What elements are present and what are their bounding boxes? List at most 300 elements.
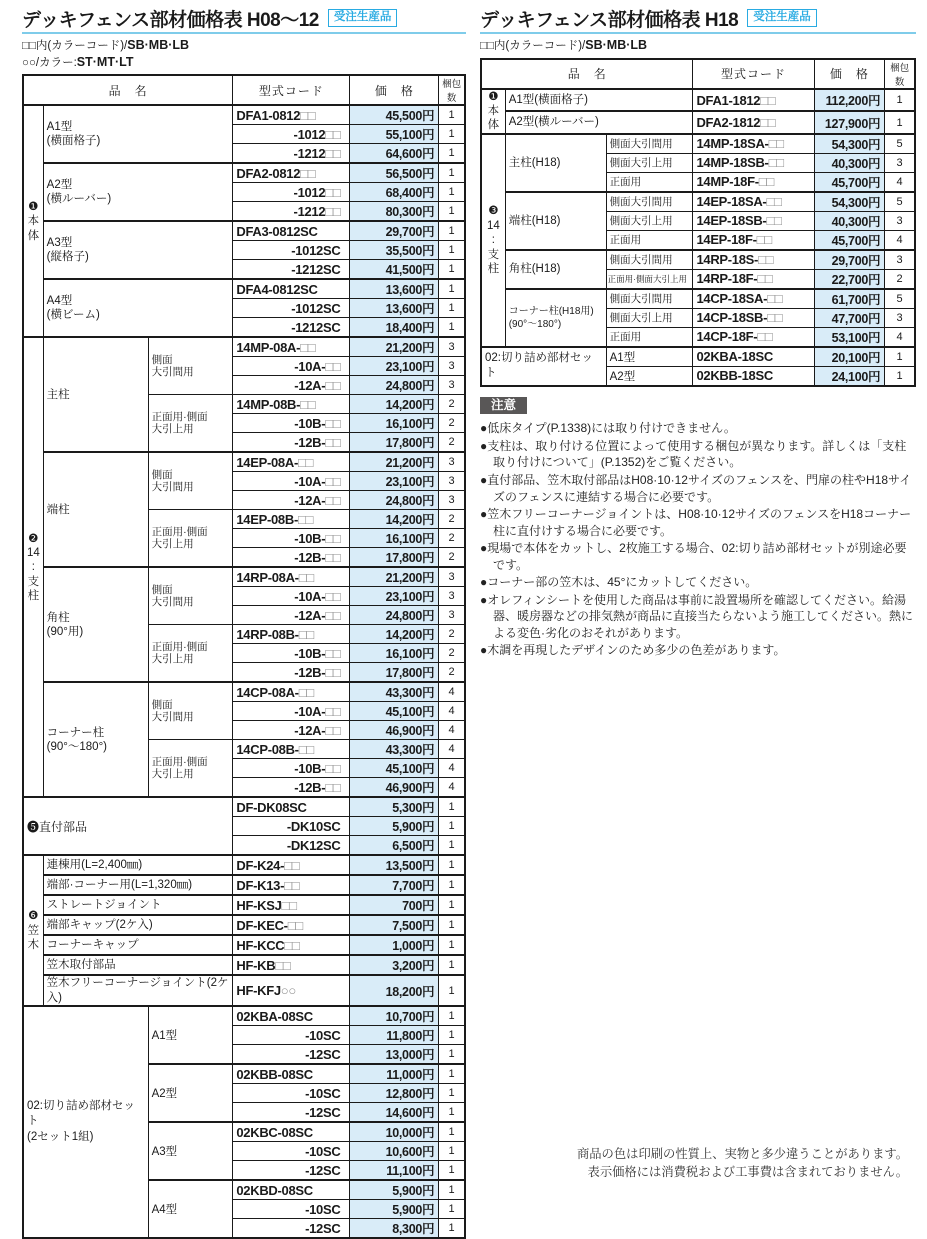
item-name: 端部キャップ(2ケ入) — [43, 915, 233, 935]
package-count: 5 — [885, 134, 915, 154]
model-code: -12A-□□ — [233, 721, 350, 740]
item-name: A1型(横面格子) — [505, 89, 693, 112]
table-row — [23, 682, 465, 702]
model-code: -12A-□□ — [233, 376, 350, 395]
set-label: 02:切り詰め部材セット — [481, 347, 606, 386]
price-value: 22,700円 — [814, 269, 885, 289]
usage-label: 側面 大引間用 — [148, 452, 233, 510]
package-count: 4 — [885, 327, 915, 347]
model-code: -1212□□ — [233, 144, 350, 164]
table-row — [481, 250, 915, 270]
price-value: 23,100円 — [350, 587, 439, 606]
price-value: 23,100円 — [350, 472, 439, 491]
usage-label: 正面用·側面 大引上用 — [148, 740, 233, 798]
model-code: 14CP-18SA-□□ — [693, 289, 814, 309]
model-code: 14EP-18F-□□ — [693, 230, 814, 250]
price-value: 24,100円 — [814, 366, 885, 386]
table-row — [23, 935, 465, 955]
price-value: 16,100円 — [350, 414, 439, 433]
table-row — [23, 567, 465, 587]
model-code: -1212SC — [233, 318, 350, 338]
package-count: 1 — [439, 895, 465, 915]
usage-label: 正面用 — [606, 172, 693, 192]
model-code: -12B-□□ — [233, 433, 350, 453]
table-row — [23, 221, 465, 241]
model-code: DF-DK08SC — [233, 797, 350, 817]
model-code: DF-K13-□□ — [233, 875, 350, 895]
model-code: -DK12SC — [233, 836, 350, 856]
package-count: 1 — [439, 935, 465, 955]
model-code: -12SC — [233, 1219, 350, 1239]
price-value: 24,800円 — [350, 376, 439, 395]
type-label: A2型 — [148, 1064, 233, 1122]
model-code: -12SC — [233, 1103, 350, 1123]
price-value: 41,500円 — [350, 260, 439, 280]
item-name: 端柱(H18) — [505, 192, 606, 250]
package-count: 1 — [439, 1219, 465, 1239]
item-name: 主柱 — [43, 337, 148, 452]
model-code: -12A-□□ — [233, 491, 350, 510]
model-code: 14MP-08B-□□ — [233, 395, 350, 414]
price-value: 56,500円 — [350, 163, 439, 183]
usage-label: 側面大引間用 — [606, 192, 693, 212]
model-code: -10SC — [233, 1084, 350, 1103]
disclaimer-line: 表示価格には消費税および工事費は含まれておりません。 — [587, 1164, 908, 1179]
table-row — [481, 347, 915, 367]
package-count: 1 — [439, 1180, 465, 1200]
usage-label: 正面用·側面 大引上用 — [148, 510, 233, 568]
table-row — [23, 75, 465, 105]
table-row — [481, 89, 915, 112]
note-item: ●直付部品、笠木取付部品はH08·10·12サイズのフェンスを、門扉の柱やH18サイズのフェンスに連結する場合に必要です。 — [480, 472, 912, 504]
color-code-legend — [480, 37, 916, 54]
package-count: 2 — [439, 644, 465, 663]
package-count: 1 — [439, 1084, 465, 1103]
price-value: 45,100円 — [350, 759, 439, 778]
column-header: 型式コード — [233, 75, 350, 105]
note-item: ●低床タイプ(P.1338)には取り付けできません。 — [480, 421, 736, 436]
item-name: ストレートジョイント — [43, 895, 233, 915]
column-header: 価 格 — [350, 75, 439, 105]
model-code: -10A-□□ — [233, 702, 350, 721]
model-code: 14EP-08B-□□ — [233, 510, 350, 529]
model-code: HF-KFJ○○ — [233, 975, 350, 1006]
usage-label: 側面大引間用 — [606, 134, 693, 154]
color-code-line-2: ○○/カラー:ST·MT·LT — [22, 54, 134, 69]
package-count: 5 — [885, 192, 915, 212]
price-value: 43,300円 — [350, 740, 439, 759]
price-value: 29,700円 — [814, 250, 885, 270]
price-value: 61,700円 — [814, 289, 885, 309]
price-value: 5,900円 — [350, 1180, 439, 1200]
price-value: 10,000円 — [350, 1122, 439, 1142]
price-value: 7,500円 — [350, 915, 439, 935]
package-count: 1 — [439, 817, 465, 836]
price-value: 43,300円 — [350, 682, 439, 702]
item-name: 笠木取付部品 — [43, 955, 233, 975]
model-code: DF-KEC-□□ — [233, 915, 350, 935]
page-title-h18: デッキフェンス部材価格表 H18 — [480, 9, 739, 31]
package-count: 3 — [439, 606, 465, 625]
package-count: 1 — [885, 347, 915, 367]
model-code: HF-KB□□ — [233, 955, 350, 975]
model-code: DFA4-0812SC — [233, 279, 350, 299]
table-row — [481, 111, 915, 134]
price-value: 20,100円 — [814, 347, 885, 367]
package-count: 1 — [439, 163, 465, 183]
price-value: 45,100円 — [350, 702, 439, 721]
model-code: 02KBA-18SC — [693, 347, 814, 367]
package-count: 4 — [439, 740, 465, 759]
model-code: -1012SC — [233, 299, 350, 318]
model-code: 14MP-18SA-□□ — [693, 134, 814, 154]
price-value: 11,100円 — [350, 1161, 439, 1181]
item-name: コーナー柱(H18用) (90°〜180°) — [505, 289, 606, 347]
package-count: 3 — [439, 491, 465, 510]
column-header: 梱包数 — [885, 59, 915, 89]
model-code: -10B-□□ — [233, 644, 350, 663]
price-value: 5,300円 — [350, 797, 439, 817]
package-count: 3 — [885, 211, 915, 230]
model-code: -12B-□□ — [233, 663, 350, 683]
usage-label: 正面用·側面大引上用 — [606, 269, 693, 289]
package-count: 1 — [439, 1122, 465, 1142]
package-count: 1 — [439, 1200, 465, 1219]
package-count: 1 — [439, 221, 465, 241]
package-count: 4 — [439, 682, 465, 702]
model-code: -10SC — [233, 1142, 350, 1161]
package-count: 1 — [439, 202, 465, 222]
model-code: 14RP-08B-□□ — [233, 625, 350, 644]
price-value: 80,300円 — [350, 202, 439, 222]
usage-label: 正面用·側面 大引上用 — [148, 625, 233, 683]
usage-label: 側面 大引間用 — [148, 337, 233, 395]
package-count: 1 — [439, 260, 465, 280]
table-row — [481, 134, 915, 154]
price-value: 1,000円 — [350, 935, 439, 955]
model-code: DFA1-1812□□ — [693, 89, 814, 112]
table-row — [23, 1006, 465, 1026]
parts-price-table-h08-12 — [22, 74, 466, 1239]
price-value: 47,700円 — [814, 308, 885, 327]
column-header: 品 名 — [481, 59, 693, 89]
price-value: 18,200円 — [350, 975, 439, 1006]
price-value: 13,500円 — [350, 855, 439, 875]
package-count: 4 — [439, 702, 465, 721]
package-count: 4 — [885, 172, 915, 192]
section-label: ❶ 本 体 — [23, 105, 43, 337]
model-code: HF-KSJ□□ — [233, 895, 350, 915]
item-name: A1型 (横面格子) — [43, 105, 233, 163]
price-value: 68,400円 — [350, 183, 439, 202]
price-value: 14,200円 — [350, 510, 439, 529]
package-count: 4 — [439, 759, 465, 778]
item-name: 連棟用(L=2,400㎜) — [43, 855, 233, 875]
item-name: 主柱(H18) — [505, 134, 606, 192]
color-code-line-1: □□内(カラーコード)/SB·MB·LB — [480, 38, 648, 52]
price-value: 45,500円 — [350, 105, 439, 125]
title-rule — [22, 32, 466, 34]
package-count: 3 — [885, 153, 915, 172]
price-value: 18,400円 — [350, 318, 439, 338]
item-name: コーナーキャップ — [43, 935, 233, 955]
price-value: 14,200円 — [350, 625, 439, 644]
package-count: 1 — [439, 105, 465, 125]
package-count: 3 — [439, 376, 465, 395]
model-code: 14CP-08A-□□ — [233, 682, 350, 702]
section-label: ❶ 本 体 — [481, 89, 505, 134]
package-count: 1 — [439, 1142, 465, 1161]
made-to-order-badge: 受注生産品 — [328, 9, 398, 28]
package-count: 1 — [439, 1045, 465, 1065]
price-value: 53,100円 — [814, 327, 885, 347]
price-value: 10,600円 — [350, 1142, 439, 1161]
price-value: 17,800円 — [350, 663, 439, 683]
page-title-h08-12: デッキフェンス部材価格表 H08〜12 — [22, 9, 319, 31]
package-count: 3 — [439, 472, 465, 491]
column-header: 品 名 — [23, 75, 233, 105]
price-value: 21,200円 — [350, 567, 439, 587]
price-value: 13,000円 — [350, 1045, 439, 1065]
section-label: ❸ 14 : 支 柱 — [481, 134, 505, 347]
price-value: 5,900円 — [350, 1200, 439, 1219]
model-code: 02KBB-18SC — [693, 366, 814, 386]
parts-price-table-h18-grid — [480, 58, 916, 387]
package-count: 1 — [439, 125, 465, 144]
section-label: ❻ 笠 木 — [23, 855, 43, 1006]
made-to-order-badge: 受注生産品 — [747, 9, 817, 28]
model-code: 14RP-18S-□□ — [693, 250, 814, 270]
package-count: 1 — [439, 855, 465, 875]
model-code: -10B-□□ — [233, 529, 350, 548]
price-table-panel-h08-12 — [22, 6, 466, 1239]
package-count: 1 — [439, 183, 465, 202]
package-count: 1 — [439, 144, 465, 164]
package-count: 1 — [439, 241, 465, 260]
column-header: 型式コード — [693, 59, 814, 89]
item-name: A4型 (横ビーム) — [43, 279, 233, 337]
price-table-panel-h18 — [480, 6, 916, 660]
model-code: 14MP-08A-□□ — [233, 337, 350, 357]
price-value: 64,600円 — [350, 144, 439, 164]
column-header: 価 格 — [814, 59, 885, 89]
model-code: -DK10SC — [233, 817, 350, 836]
price-value: 13,600円 — [350, 299, 439, 318]
parts-price-table-h18 — [480, 58, 916, 387]
table-row — [23, 163, 465, 183]
price-value: 54,300円 — [814, 192, 885, 212]
table-row — [23, 279, 465, 299]
left-title-row — [22, 6, 466, 30]
price-value: 17,800円 — [350, 433, 439, 453]
notice-badge: 注意 — [480, 397, 527, 415]
package-count: 2 — [439, 625, 465, 644]
package-count: 2 — [439, 433, 465, 453]
usage-label: 正面用 — [606, 327, 693, 347]
table-row — [23, 875, 465, 895]
model-code: 02KBA-08SC — [233, 1006, 350, 1026]
price-value: 3,200円 — [350, 955, 439, 975]
package-count: 1 — [885, 89, 915, 112]
type-label: A3型 — [148, 1122, 233, 1180]
model-code: 14RP-08A-□□ — [233, 567, 350, 587]
item-name: 笠木フリーコーナージョイント(2ケ入) — [43, 975, 233, 1006]
package-count: 1 — [439, 955, 465, 975]
model-code: -1012□□ — [233, 183, 350, 202]
price-value: 23,100円 — [350, 357, 439, 376]
model-code: -12B-□□ — [233, 548, 350, 568]
model-code: DFA2-1812□□ — [693, 111, 814, 134]
parts-price-table-h08-12-grid — [22, 74, 466, 1239]
usage-label: 側面 大引間用 — [148, 567, 233, 625]
price-value: 54,300円 — [814, 134, 885, 154]
table-row — [23, 452, 465, 472]
table-row — [23, 797, 465, 817]
model-code: -12SC — [233, 1045, 350, 1065]
price-value: 8,300円 — [350, 1219, 439, 1239]
package-count: 5 — [885, 289, 915, 309]
title-rule — [480, 32, 916, 34]
model-code: 14CP-18SB-□□ — [693, 308, 814, 327]
disclaimer-line: 商品の色は印刷の性質上、実物と多少違うことがあります。 — [576, 1147, 908, 1161]
package-count: 1 — [439, 1161, 465, 1181]
price-disclaimer — [480, 1146, 908, 1182]
package-count: 2 — [439, 414, 465, 433]
package-count: 1 — [439, 975, 465, 1006]
package-count: 1 — [439, 1026, 465, 1045]
package-count: 1 — [439, 836, 465, 856]
price-value: 21,200円 — [350, 452, 439, 472]
usage-label: 正面用 — [606, 230, 693, 250]
price-value: 112,200円 — [814, 89, 885, 112]
color-code-legend — [22, 37, 466, 70]
model-code: 14EP-18SB-□□ — [693, 211, 814, 230]
package-count: 1 — [439, 875, 465, 895]
table-row — [23, 895, 465, 915]
price-value: 46,900円 — [350, 778, 439, 798]
price-value: 40,300円 — [814, 153, 885, 172]
price-value: 24,800円 — [350, 606, 439, 625]
column-header: 梱包数 — [439, 75, 465, 105]
model-code: DF-K24-□□ — [233, 855, 350, 875]
model-code: 14EP-08A-□□ — [233, 452, 350, 472]
package-count: 3 — [439, 337, 465, 357]
price-value: 14,200円 — [350, 395, 439, 414]
price-value: 6,500円 — [350, 836, 439, 856]
model-code: 14MP-18F-□□ — [693, 172, 814, 192]
color-code-line-1: □□内(カラーコード)/SB·MB·LB — [22, 38, 190, 52]
usage-label: 側面 大引間用 — [148, 682, 233, 740]
package-count: 4 — [885, 230, 915, 250]
model-code: -10A-□□ — [233, 357, 350, 376]
model-code: -10B-□□ — [233, 759, 350, 778]
section-label: ❺直付部品 — [23, 797, 233, 855]
model-code: 14MP-18SB-□□ — [693, 153, 814, 172]
price-value: 46,900円 — [350, 721, 439, 740]
item-name: 角柱(H18) — [505, 250, 606, 289]
usage-label: 側面大引上用 — [606, 308, 693, 327]
package-count: 3 — [885, 308, 915, 327]
item-name: 端部·コーナー用(L=1,320㎜) — [43, 875, 233, 895]
package-count: 1 — [439, 279, 465, 299]
package-count: 4 — [439, 721, 465, 740]
price-value: 24,800円 — [350, 491, 439, 510]
set-label: 02:切り詰め部材セット (2セット1組) — [23, 1006, 148, 1238]
package-count: 3 — [439, 452, 465, 472]
package-count: 2 — [439, 548, 465, 568]
model-code: -1012SC — [233, 241, 350, 260]
price-value: 12,800円 — [350, 1084, 439, 1103]
table-row — [481, 289, 915, 309]
table-row — [23, 955, 465, 975]
table-row — [23, 855, 465, 875]
table-row — [23, 915, 465, 935]
table-row — [23, 975, 465, 1006]
usage-label: 側面大引上用 — [606, 211, 693, 230]
note-item: ●木調を再現したデザインのため多少の色差があります。 — [480, 643, 786, 658]
item-name: A2型(横ルーバー) — [505, 111, 693, 134]
model-code: -10SC — [233, 1200, 350, 1219]
model-code: 02KBD-08SC — [233, 1180, 350, 1200]
price-value: 13,600円 — [350, 279, 439, 299]
package-count: 1 — [885, 111, 915, 134]
package-count: 4 — [439, 778, 465, 798]
table-row — [23, 337, 465, 357]
price-value: 45,700円 — [814, 172, 885, 192]
item-name: コーナー柱 (90°〜180°) — [43, 682, 148, 797]
package-count: 1 — [439, 797, 465, 817]
price-value: 16,100円 — [350, 529, 439, 548]
price-value: 11,800円 — [350, 1026, 439, 1045]
model-code: -10A-□□ — [233, 472, 350, 491]
package-count: 1 — [439, 1064, 465, 1084]
note-item: ●支柱は、取り付ける位置によって使用する梱包が異なります。詳しくは「支柱取り付けについて」(P.1352)をご覧ください。 — [480, 438, 907, 470]
price-value: 17,800円 — [350, 548, 439, 568]
model-code: DFA1-0812□□ — [233, 105, 350, 125]
price-value: 55,100円 — [350, 125, 439, 144]
price-value: 5,900円 — [350, 817, 439, 836]
model-code: -10A-□□ — [233, 587, 350, 606]
model-code: -1212□□ — [233, 202, 350, 222]
model-code: DFA2-0812□□ — [233, 163, 350, 183]
model-code: 02KBC-08SC — [233, 1122, 350, 1142]
package-count: 1 — [439, 299, 465, 318]
usage-label: 側面大引上用 — [606, 153, 693, 172]
item-name: A2型 (横ルーバー) — [43, 163, 233, 221]
table-row — [481, 192, 915, 212]
type-label: A2型 — [606, 366, 693, 386]
type-label: A1型 — [148, 1006, 233, 1064]
package-count: 1 — [885, 366, 915, 386]
table-row — [23, 105, 465, 125]
model-code: -1212SC — [233, 260, 350, 280]
package-count: 1 — [439, 318, 465, 338]
model-code: HF-KCC□□ — [233, 935, 350, 955]
price-value: 127,900円 — [814, 111, 885, 134]
package-count: 3 — [439, 357, 465, 376]
model-code: -1012□□ — [233, 125, 350, 144]
table-row — [481, 59, 915, 89]
model-code: -12SC — [233, 1161, 350, 1181]
type-label: A4型 — [148, 1180, 233, 1238]
package-count: 2 — [439, 510, 465, 529]
price-value: 11,000円 — [350, 1064, 439, 1084]
model-code: -12A-□□ — [233, 606, 350, 625]
note-item: ●笠木フリーコーナージョイントは、H08·10·12サイズのフェンスをH18コーナー柱に直付けする場合に必要です。 — [480, 507, 912, 538]
package-count: 3 — [885, 250, 915, 270]
model-code: DFA3-0812SC — [233, 221, 350, 241]
price-value: 7,700円 — [350, 875, 439, 895]
